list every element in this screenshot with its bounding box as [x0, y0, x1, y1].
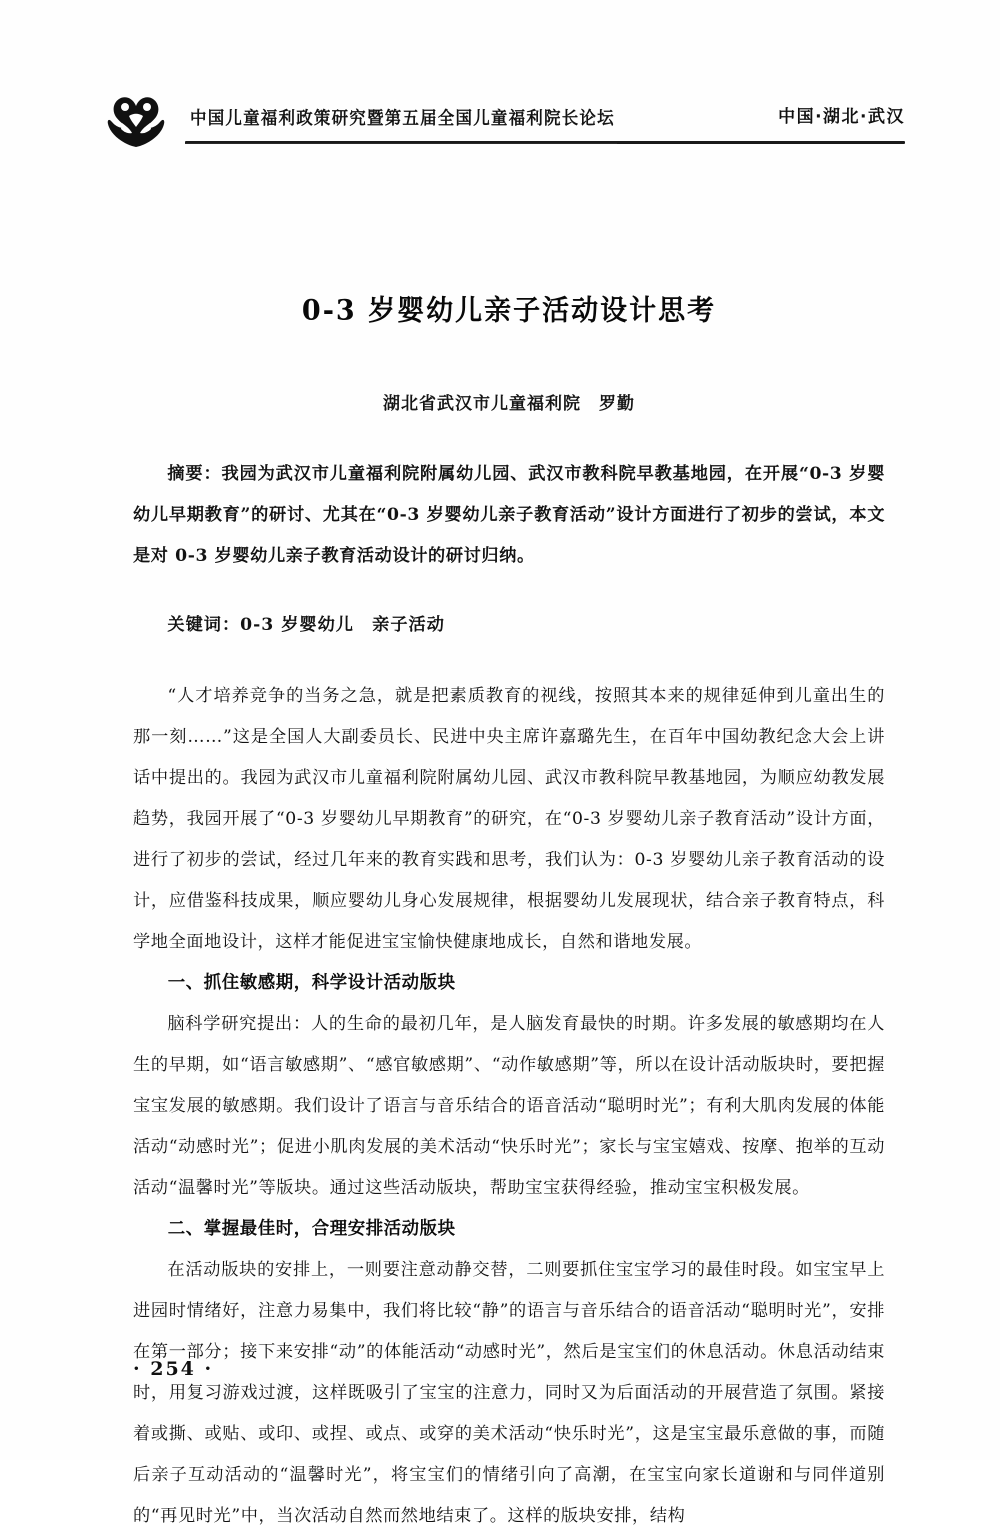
abstract-label: 摘要：: [167, 464, 222, 484]
conference-location: 中国·湖北·武汉: [778, 107, 905, 127]
heart-hands-children-logo-icon: [105, 94, 167, 150]
conference-title: 中国儿童福利政策研究暨第五届全国儿童福利院长论坛: [190, 108, 615, 129]
abstract: [133, 454, 885, 577]
page-number: · 254 ·: [133, 1358, 214, 1380]
keywords: [133, 605, 885, 646]
section-body-2: 在活动版块的安排上，一则要注意动静交替，二则要抓住宝宝学习的最佳时段。如宝宝早上进园时情绪好，注意力易集中，我们将比较“静”的语言与音乐结合的语音活动“聪明时光”，安排在第一部分；接下来安排“动”的体能活动“动感时光”，然后是宝宝们的休息活动。休息活动结束时，用复习游戏过渡，这样既吸引了宝宝的注意力，同时又为后面活动的开展营造了氛围。紧接着或撕、或贴、或印、或捏、或点、或穿的美术活动“快乐时光”，这是宝宝最乐意做的事，而随后亲子互动活动的“温馨时光”，将宝宝们的情绪引向了高潮，在宝宝向家长道谢和与同伴道别的“再见时光”中，当次活动自然而然地结束了。这样的版块安排，结构: [133, 1260, 885, 1526]
intro-paragraph: “人才培养竞争的当务之急，就是把素质教育的视线，按照其本来的规律延伸到儿童出生的那一刻……”这是全国人大副委员长、民进中央主席许嘉璐先生，在百年中国幼教纪念大会上讲话中提出的。我园为武汉市儿童福利院附属幼儿园、武汉市教科院早教基地园，为顺应幼教发展趋势，我园开展了“0-3 岁婴幼儿早期教育”的研究，在“0-3 岁婴幼儿亲子教育活动”设计方面，进行了初步的尝试，经过几年来的教育实践和思考，我们认为：0-3 岁婴幼儿亲子教育活动的设计，应借鉴科技成果，顺应婴幼儿身心发展规律，根据婴幼儿发展现状，结合亲子教育特点，科学地全面地设计，这样才能促进宝宝愉快健康地成长，自然和谐地发展。: [133, 686, 885, 952]
abstract-text: 我园为武汉市儿童福利院附属幼儿园、武汉市教科院早教基地园，在开展“0-3 岁婴幼儿早期教育”的研讨、尤其在“0-3 岁婴幼儿亲子教育活动”设计方面进行了初步的尝试，本文是对 0-3 岁婴幼儿亲子教育活动设计的研讨归纳。: [133, 464, 885, 566]
section-heading-2: 二、掌握最佳时，合理安排活动版块: [167, 1219, 456, 1239]
keywords-label: 关键词：: [167, 615, 241, 635]
page-title: 0-3 岁婴幼儿亲子活动设计思考: [301, 294, 717, 327]
author-affiliation: 湖北省武汉市儿童福利院 罗勤: [383, 394, 635, 414]
article: [133, 270, 885, 1537]
running-header: [105, 92, 905, 154]
header-divider: [185, 141, 905, 144]
keywords-text: 0-3 岁婴幼儿 亲子活动: [240, 615, 445, 635]
section-heading-1: 一、抓住敏感期，科学设计活动版块: [167, 973, 456, 993]
section-body-1: 脑科学研究提出：人的生命的最初几年，是人脑发育最快的时期。许多发展的敏感期均在人生的早期，如“语言敏感期”、“感官敏感期”、“动作敏感期”等，所以在设计活动版块时，要把握宝宝发展的敏感期。我们设计了语言与音乐结合的语音活动“聪明时光”；有利大肌肉发展的体能活动“动感时光”；促进小肌肉发展的美术活动“快乐时光”；家长与宝宝嬉戏、按摩、抱举的互动活动“温馨时光”等版块。通过这些活动版块，帮助宝宝获得经验，推动宝宝积极发展。: [133, 1014, 885, 1198]
